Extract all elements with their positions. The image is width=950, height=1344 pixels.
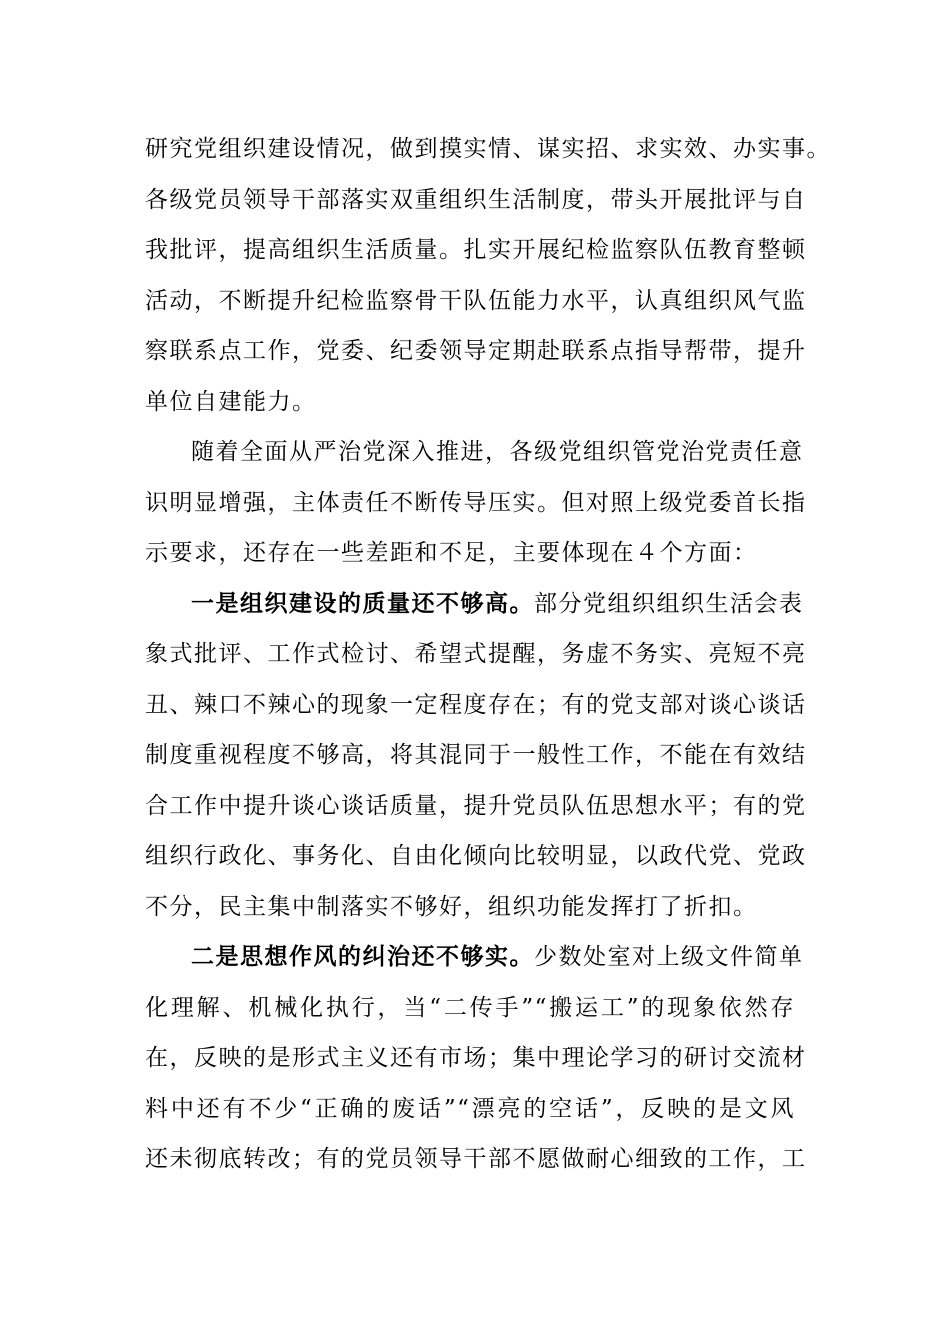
- text-line: 活动，不断提升纪检监察骨干队伍能力水平，认真组织风气监: [145, 287, 807, 314]
- text-line: 识明显增强，主体责任不断传导压实。但对照上级党委首长指: [145, 489, 807, 516]
- text-line: 象式批评、工作式检讨、希望式提醒，务虚不务实、亮短不亮: [145, 641, 807, 667]
- text-line: 各级党员领导干部落实双重组织生活制度，带头开展批评与自: [145, 186, 807, 213]
- text-line: 丑、辣口不辣心的现象一定程度存在；有的党支部对谈心谈话: [145, 691, 807, 718]
- text-line: 制度重视程度不够高，将其混同于一般性工作，不能在有效结: [145, 742, 807, 768]
- text-line: 随着全面从严治党深入推进，各级党组织管党治党责任意: [191, 439, 804, 465]
- text-line: 不分，民主集中制落实不够好，组织功能发挥打了折扣。: [145, 893, 758, 920]
- text-line: 研究党组织建设情况，做到摸实情、谋实招、求实效、办实事。: [145, 136, 831, 162]
- text-line: [145, 579, 804, 630]
- text-line: 在，反映的是形式主义还有市场；集中理论学习的研讨交流材: [145, 1045, 807, 1071]
- paragraph-4: [145, 932, 807, 1185]
- text-line: 我批评，提高组织生活质量。扎实开展纪检监察队伍教育整顿: [145, 237, 807, 263]
- heading-line-rest: 少数处室对上级文件简单: [534, 944, 804, 970]
- text-line: 还未彻底转改；有的党员领导干部不愿做耐心细致的工作，工: [145, 1146, 807, 1172]
- paragraph-3: [145, 579, 807, 933]
- paragraph-1: [145, 124, 831, 427]
- text-line: 化理解、机械化执行，当“二传手”“搬运工”的现象依然存: [145, 994, 795, 1021]
- text-line: 合工作中提升谈心谈话质量，提升党员队伍思想水平；有的党: [145, 792, 807, 819]
- paragraph-heading: 一是组织建设的质量还不够高。: [191, 589, 534, 617]
- text-line: 单位自建能力。: [145, 388, 317, 415]
- text-line: 示要求，还存在一些差距和不足，主要体现在４个方面：: [145, 540, 758, 566]
- paragraph-heading: 二是思想作风的纠治还不够实。: [191, 943, 534, 970]
- text-line: 料中还有不少“正确的废话”“漂亮的空话”，反映的是文风: [145, 1095, 795, 1122]
- paragraph-2: [145, 427, 807, 579]
- text-line: 组织行政化、事务化、自由化倾向比较明显，以政代党、党政: [145, 843, 807, 869]
- text-line: [145, 932, 804, 983]
- document-body: [145, 124, 831, 1185]
- text-line: 察联系点工作，党委、纪委领导定期赴联系点指导帮带，提升: [145, 338, 807, 364]
- heading-line-rest: 部分党组织组织生活会表: [534, 590, 804, 617]
